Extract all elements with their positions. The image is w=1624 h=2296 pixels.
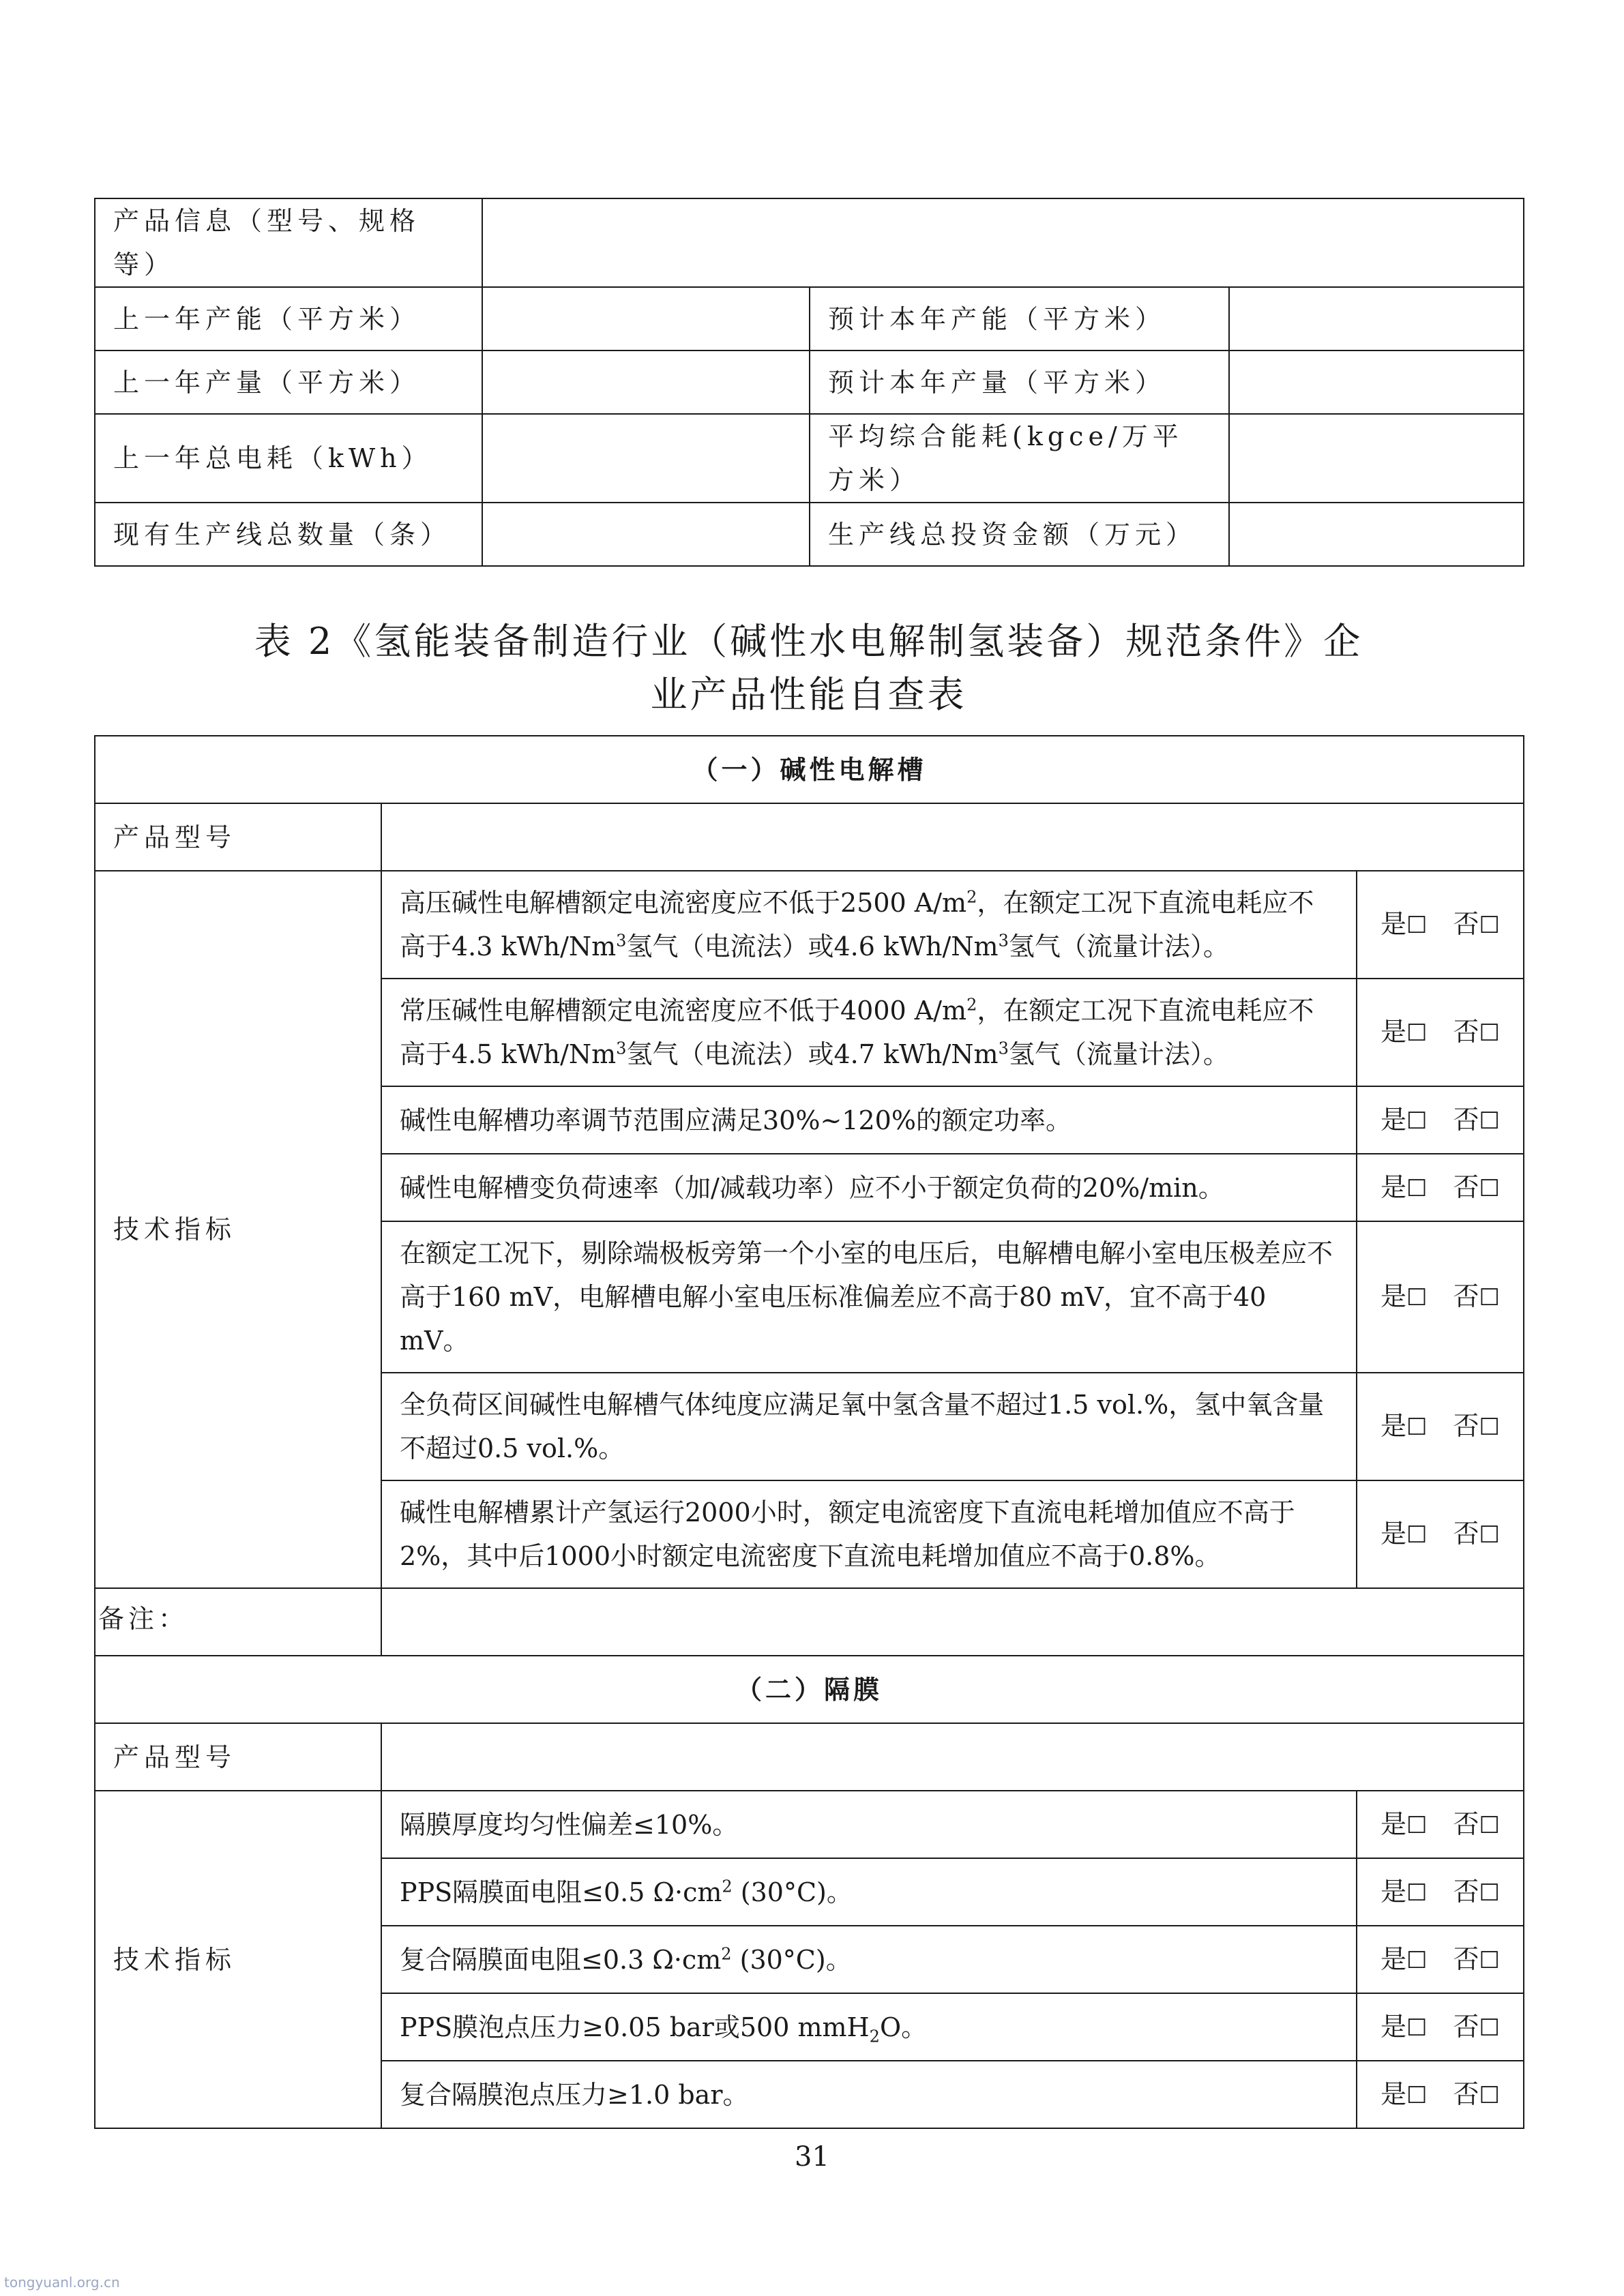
product-info-label: 产品信息（型号、规格等） — [95, 198, 482, 287]
product-model-label: 产品型号 — [95, 803, 381, 871]
requirement-part: 氢气（流量计法）。 — [1008, 1039, 1229, 1069]
no-label: 否 — [1453, 1281, 1479, 1311]
exponent: 2 — [721, 1943, 732, 1963]
page-number: 31 — [795, 2141, 829, 2173]
requirement-part: PPS膜泡点压力≥0.05 bar或500 mmH — [400, 2012, 870, 2042]
section-heading: （一）碱性电解槽 — [95, 736, 1524, 803]
yes-checkbox[interactable]: ☐ — [1406, 1174, 1428, 1202]
yes-no-cell — [1357, 1858, 1524, 1926]
no-label: 否 — [1453, 909, 1479, 939]
no-label: 否 — [1453, 2011, 1479, 2042]
tech-indicator-label: 技术指标 — [95, 871, 381, 1588]
total-power-field[interactable] — [482, 414, 810, 503]
yes-label: 是 — [1381, 1943, 1407, 1974]
table-row — [95, 287, 1524, 351]
yes-checkbox[interactable]: ☐ — [1406, 912, 1428, 939]
product-info-table — [94, 198, 1524, 567]
remarks-row — [95, 1588, 1524, 1656]
requirement-row — [95, 871, 1524, 979]
section-heading-row — [95, 1656, 1524, 1723]
requirement-text: 在额定工况下，剔除端极板旁第一个小室的电压后，电解槽电解小室电压极差应不高于160 mV，电解槽电解小室电压标准偏差应不高于80 mV，宜不高于40 mV。 — [381, 1221, 1357, 1373]
yes-label: 是 — [1381, 1104, 1407, 1135]
no-checkbox[interactable]: ☐ — [1479, 1521, 1500, 1549]
requirement-part: ，在额定工况下直流电耗应不高于4.3 kWh/Nm — [400, 888, 1314, 961]
yes-no-cell — [1357, 1791, 1524, 1858]
requirement-text — [381, 1858, 1357, 1926]
no-checkbox[interactable]: ☐ — [1479, 1174, 1500, 1202]
table-row — [95, 503, 1524, 566]
yes-no-cell — [1357, 2061, 1524, 2128]
last-year-capacity-label: 上一年产能（平方米） — [95, 287, 482, 351]
yes-no-cell — [1357, 1480, 1524, 1588]
yes-no-cell — [1357, 1993, 1524, 2061]
no-checkbox[interactable]: ☐ — [1479, 2081, 1500, 2109]
no-checkbox[interactable]: ☐ — [1479, 912, 1500, 939]
no-label: 否 — [1453, 1519, 1479, 1549]
requirement-part: 氢气（电流法）或4.7 kWh/Nm — [626, 1039, 999, 1069]
expected-output-field[interactable] — [1229, 351, 1524, 414]
requirement-text: 碱性电解槽累计产氢运行2000小时，额定电流密度下直流电耗增加值应不高于2%，其中后1000小时额定电流密度下直流电耗增加值应不高于0.8%。 — [381, 1480, 1357, 1588]
product-info-field[interactable] — [482, 198, 1524, 287]
yes-checkbox[interactable]: ☐ — [1406, 1414, 1428, 1441]
no-label: 否 — [1453, 2078, 1479, 2109]
product-model-field[interactable] — [381, 803, 1524, 871]
watermark: tongyuanl.org.cn — [4, 2274, 120, 2291]
document-title — [94, 615, 1523, 721]
requirement-text: 全负荷区间碱性电解槽气体纯度应满足氧中氢含量不超过1.5 vol.%，氢中氧含量不超过0.5 vol.%。 — [381, 1373, 1357, 1480]
requirement-part: PPS隔膜面电阻≤0.5 Ω·cm — [400, 1877, 722, 1907]
requirement-part: 复合隔膜面电阻≤0.3 Ω·cm — [400, 1944, 722, 1975]
no-checkbox[interactable]: ☐ — [1479, 1284, 1500, 1311]
product-model-label: 产品型号 — [95, 1723, 381, 1791]
investment-label: 生产线总投资金额（万元） — [810, 503, 1229, 566]
requirement-part: 氢气（流量计法）。 — [1008, 931, 1229, 961]
yes-checkbox[interactable]: ☐ — [1406, 1107, 1428, 1135]
yes-checkbox[interactable]: ☐ — [1406, 1521, 1428, 1549]
model-row — [95, 803, 1524, 871]
yes-checkbox[interactable]: ☐ — [1406, 1019, 1428, 1047]
yes-no-cell — [1357, 1221, 1524, 1373]
no-checkbox[interactable]: ☐ — [1479, 1811, 1500, 1839]
table-row — [95, 198, 1524, 287]
avg-energy-label: 平均综合能耗(kgce/万平方米） — [810, 414, 1229, 503]
yes-checkbox[interactable]: ☐ — [1406, 1879, 1428, 1907]
requirement-text — [381, 1993, 1357, 2061]
no-checkbox[interactable]: ☐ — [1479, 1879, 1500, 1907]
expected-capacity-label: 预计本年产能（平方米） — [810, 287, 1229, 351]
total-power-label: 上一年总电耗（kWh） — [95, 414, 482, 503]
yes-label: 是 — [1381, 1017, 1407, 1047]
no-label: 否 — [1453, 1172, 1479, 1202]
no-label: 否 — [1453, 1104, 1479, 1135]
title-line-2: 业产品性能自查表 — [650, 673, 967, 716]
requirement-part: (30°C)。 — [731, 1944, 852, 1975]
requirement-part: 常压碱性电解槽额定电流密度应不低于4000 A/m — [400, 996, 967, 1026]
expected-output-label: 预计本年产量（平方米） — [810, 351, 1229, 414]
no-checkbox[interactable]: ☐ — [1479, 1019, 1500, 1047]
tech-indicator-label: 技术指标 — [95, 1791, 381, 2128]
requirement-part: O。 — [879, 2012, 928, 2042]
performance-check-table — [94, 735, 1524, 2129]
exponent: 2 — [966, 887, 977, 907]
exponent: 3 — [616, 931, 627, 951]
requirement-row — [95, 1791, 1524, 1858]
no-checkbox[interactable]: ☐ — [1479, 1107, 1500, 1135]
exponent: 3 — [616, 1039, 627, 1058]
no-checkbox[interactable]: ☐ — [1479, 1414, 1500, 1441]
section-heading: （二）隔膜 — [95, 1656, 1524, 1723]
table-row — [95, 414, 1524, 503]
requirement-text — [381, 871, 1357, 979]
expected-capacity-field[interactable] — [1229, 287, 1524, 351]
no-label: 否 — [1453, 1017, 1479, 1047]
yes-label: 是 — [1381, 1808, 1407, 1839]
exponent: 3 — [998, 1039, 1009, 1058]
section-heading-row — [95, 736, 1524, 803]
no-label: 否 — [1453, 1876, 1479, 1907]
yes-no-cell — [1357, 1154, 1524, 1221]
yes-label: 是 — [1381, 1172, 1407, 1202]
yes-checkbox[interactable]: ☐ — [1406, 2014, 1428, 2042]
requirement-text: 碱性电解槽功率调节范围应满足30%~120%的额定功率。 — [381, 1086, 1357, 1154]
line-count-label: 现有生产线总数量（条） — [95, 503, 482, 566]
remarks-field[interactable] — [381, 1588, 1524, 1656]
yes-label: 是 — [1381, 909, 1407, 939]
exponent: 2 — [722, 1876, 733, 1896]
last-year-capacity-field[interactable] — [482, 287, 810, 351]
requirement-text: 碱性电解槽变负荷速率（加/减载功率）应不小于额定负荷的20%/min。 — [381, 1154, 1357, 1221]
yes-label: 是 — [1381, 2078, 1407, 2109]
yes-checkbox[interactable]: ☐ — [1406, 1946, 1428, 1974]
avg-energy-field[interactable] — [1229, 414, 1524, 503]
table-row — [95, 351, 1524, 414]
yes-label: 是 — [1381, 1411, 1407, 1441]
yes-no-cell — [1357, 1373, 1524, 1480]
product-model-field[interactable] — [381, 1723, 1524, 1791]
no-checkbox[interactable]: ☐ — [1479, 1946, 1500, 1974]
yes-no-cell — [1357, 979, 1524, 1086]
no-label: 否 — [1453, 1808, 1479, 1839]
requirement-part: 氢气（电流法）或4.6 kWh/Nm — [626, 931, 999, 961]
exponent: 2 — [869, 2027, 880, 2046]
last-year-output-label: 上一年产量（平方米） — [95, 351, 482, 414]
requirement-part: ，在额定工况下直流电耗应不高于4.5 kWh/Nm — [400, 996, 1314, 1069]
no-label: 否 — [1453, 1411, 1479, 1441]
yes-label: 是 — [1381, 1281, 1407, 1311]
no-label: 否 — [1453, 1943, 1479, 1974]
line-count-field[interactable] — [482, 503, 810, 566]
yes-checkbox[interactable]: ☐ — [1406, 1811, 1428, 1839]
yes-label: 是 — [1381, 2011, 1407, 2042]
last-year-output-field[interactable] — [482, 351, 810, 414]
exponent: 2 — [966, 995, 977, 1015]
investment-field[interactable] — [1229, 503, 1524, 566]
requirement-text — [381, 979, 1357, 1086]
yes-label: 是 — [1381, 1519, 1407, 1549]
yes-no-cell — [1357, 871, 1524, 979]
yes-checkbox[interactable]: ☐ — [1406, 1284, 1428, 1311]
requirement-part: (30°C)。 — [732, 1877, 853, 1907]
requirement-part: 高压碱性电解槽额定电流密度应不低于2500 A/m — [400, 888, 967, 918]
title-line-1: 表 2《氢能装备制造行业（碱性水电解制氢装备）规范条件》企 — [254, 620, 1363, 663]
remarks-label: 备注： — [95, 1588, 381, 1656]
requirement-text — [381, 1926, 1357, 1993]
model-row — [95, 1723, 1524, 1791]
exponent: 3 — [998, 931, 1009, 951]
no-checkbox[interactable]: ☐ — [1479, 2014, 1500, 2042]
requirement-text: 复合隔膜泡点压力≥1.0 bar。 — [381, 2061, 1357, 2128]
requirement-text: 隔膜厚度均匀性偏差≤10%。 — [381, 1791, 1357, 1858]
yes-no-cell — [1357, 1926, 1524, 1993]
yes-label: 是 — [1381, 1876, 1407, 1907]
yes-checkbox[interactable]: ☐ — [1406, 2081, 1428, 2109]
yes-no-cell — [1357, 1086, 1524, 1154]
